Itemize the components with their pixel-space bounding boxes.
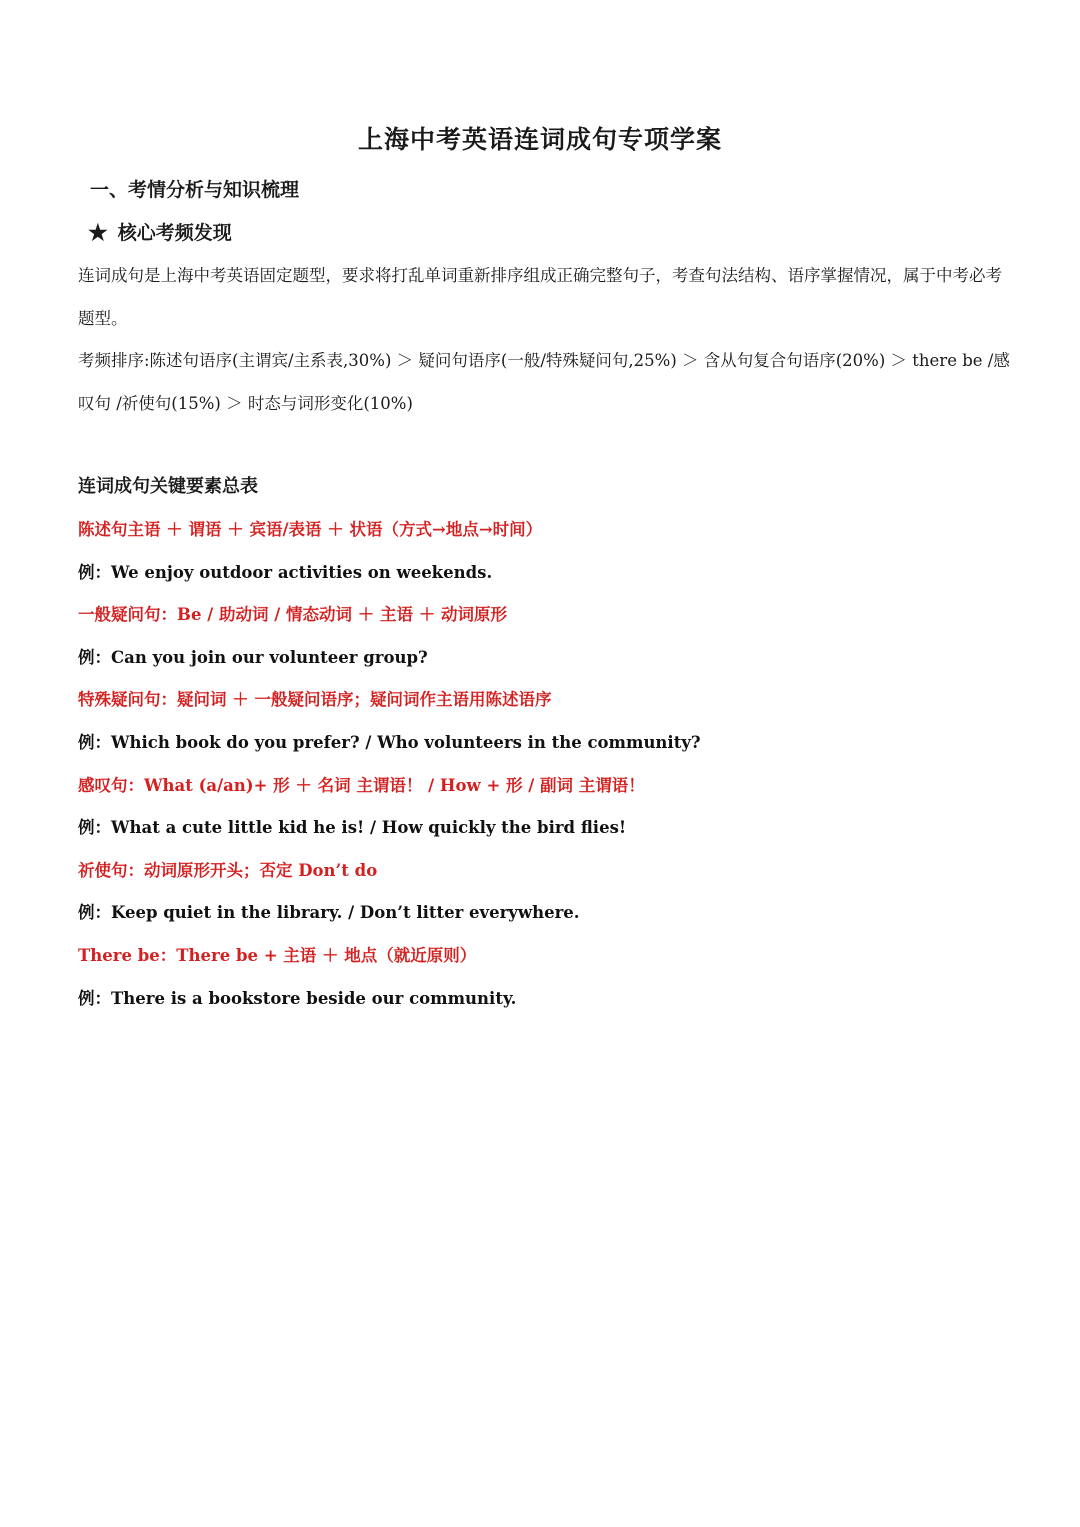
rule-example: 例：We enjoy outdoor activities on weekends. [78, 562, 493, 582]
rule-example: 例：What a cute little kid he is! / How quickly the bird flies! [78, 818, 627, 838]
page-title: 上海中考英语连词成句专项学案 [357, 125, 722, 154]
section-heading: 一、考情分析与知识梳理 [90, 179, 300, 201]
table-heading: 连词成句关键要素总表 [78, 476, 258, 497]
rule-pattern: 一般疑问句：Be / 助动词 / 情态动词 ＋ 主语 ＋ 动词原形 [78, 605, 507, 625]
star-icon: ★ [88, 220, 108, 246]
intro-paragraph: 连词成句是上海中考英语固定题型，要求将打乱单词重新排序组成正确完整句子，考查句法结构、语序掌握情况，属于中考必考题型。 [78, 266, 1002, 328]
rule-pattern: 祈使句：动词原形开头；否定 Don’t do [78, 860, 378, 880]
rule-example: 例：Keep quiet in the library. / Don’t litter everywhere. [78, 903, 580, 923]
rule-example: 例：Which book do you prefer? / Who volunteers in the community? [78, 732, 701, 752]
frequency-paragraph: 考频排序:陈述句语序(主谓宾/主系表,30%) ＞ 疑问句语序(一般/特殊疑问句,25%) ＞ 含从句复合句语序(20%) ＞ there be /感叹句 /祈使句(15%) ＞ 时态与词形变化(10%) [78, 351, 1010, 413]
subheading [88, 217, 232, 249]
rule-pattern: 陈述句主语 ＋ 谓语 ＋ 宾语/表语 ＋ 状语（方式→地点→时间） [78, 520, 543, 539]
rule-pattern: 感叹句：What (a/an)+ 形 ＋ 名词 主谓语！ / How + 形 / 副词 主谓语！ [78, 775, 645, 795]
rule-pattern: 特殊疑问句：疑问词 ＋ 一般疑问语序；疑问词作主语用陈述语序 [78, 690, 552, 710]
subheading-label: 核心考频发现 [117, 222, 232, 244]
rules-list [78, 509, 1038, 1020]
rule-pattern: There be：There be + 主语 ＋ 地点（就近原则） [78, 945, 477, 965]
rule-example: 例：Can you join our volunteer group? [78, 647, 428, 667]
rule-example: 例：There is a bookstore beside our community. [78, 988, 517, 1008]
